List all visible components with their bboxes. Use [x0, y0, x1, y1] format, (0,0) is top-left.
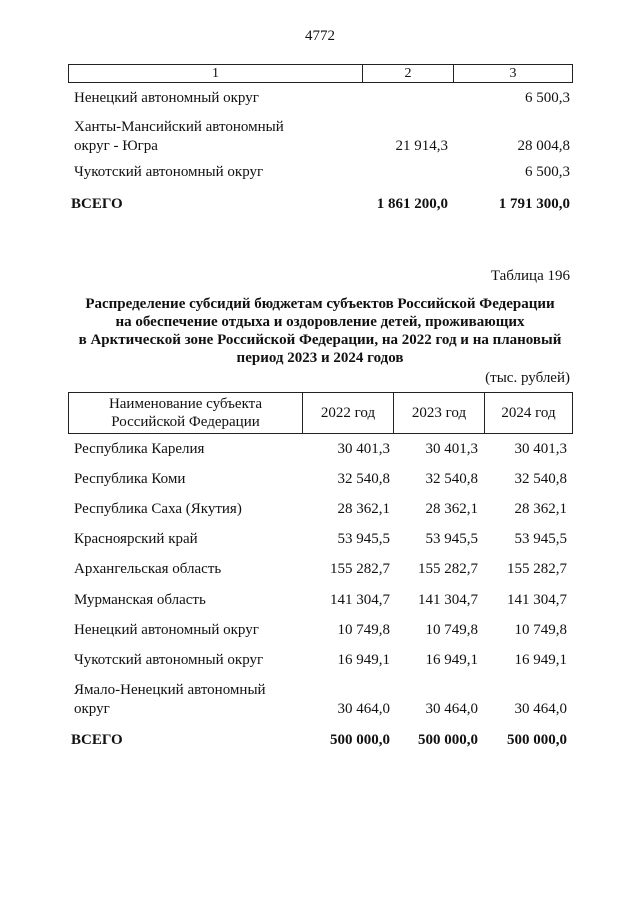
- row-value-2023: 10 749,8: [425, 622, 478, 638]
- total-value-3: 1 791 300,0: [498, 196, 570, 212]
- row-value-2024: 155 282,7: [507, 561, 567, 577]
- table-row: [74, 681, 570, 719]
- total-label: ВСЕГО: [71, 732, 123, 748]
- caption-line: в Арктической зоне Российской Федерации, на 2022 год и на плановый: [78, 332, 562, 348]
- row-value-2023: 16 949,1: [425, 652, 478, 668]
- column-number-1: 1: [69, 65, 363, 82]
- row-value-2024: 10 749,8: [514, 622, 567, 638]
- total-label: ВСЕГО: [71, 196, 123, 212]
- row-name: [74, 530, 198, 549]
- table-row: [74, 118, 570, 156]
- units-label: (тыс. рублей): [485, 370, 570, 386]
- row-name-line: округ - Югра: [74, 138, 158, 154]
- row-value-2023: 141 304,7: [418, 592, 478, 608]
- header-line: Российской Федерации: [111, 414, 260, 430]
- row-value-2024: 32 540,8: [514, 471, 567, 487]
- row-name-line: Мурманская область: [74, 592, 206, 608]
- row-name: [74, 440, 204, 459]
- column-number-2: 2: [363, 65, 454, 82]
- row-value-2022: 16 949,1: [337, 652, 390, 668]
- header-subject-name: [69, 393, 303, 433]
- row-value-2022: 30 464,0: [337, 701, 390, 717]
- caption-line: период 2023 и 2024 годов: [236, 350, 404, 366]
- header-2023: 2023 год: [394, 393, 485, 433]
- row-name: [74, 591, 206, 610]
- row-name-line: округ: [74, 701, 110, 717]
- row-name-line: Республика Саха (Якутия): [74, 501, 242, 517]
- header-2024: 2024 год: [501, 405, 556, 421]
- row-name: [74, 651, 263, 670]
- column-number-3: 3: [509, 66, 517, 81]
- row-name-line: Республика Коми: [74, 471, 186, 487]
- row-name: Чукотский автономный округ: [74, 164, 264, 180]
- total-value-2023: 500 000,0: [418, 732, 478, 748]
- caption-line: на обеспечение отдыха и оздоровление детей, проживающих: [115, 314, 525, 330]
- row-value-3: 6 500,3: [525, 90, 570, 106]
- row-name: [74, 621, 259, 640]
- row-name: [74, 500, 242, 519]
- table-number: Таблица 196: [490, 268, 570, 284]
- row-value-2022: 30 401,3: [337, 441, 390, 457]
- row-name-line: Красноярский край: [74, 531, 198, 547]
- row-value-2022: 32 540,8: [337, 471, 390, 487]
- row-name-line: Ханты-Мансийский автономный: [74, 119, 284, 135]
- row-name-line: Республика Карелия: [74, 441, 205, 457]
- row-value-2024: 30 401,3: [514, 441, 567, 457]
- row-name: [74, 560, 221, 579]
- total-value-2022: 500 000,0: [330, 732, 390, 748]
- row-name: [74, 118, 284, 156]
- row-name-line: Архангельская область: [74, 561, 222, 577]
- row-value-2022: 141 304,7: [330, 592, 390, 608]
- row-value-3: 28 004,8: [517, 138, 570, 154]
- row-value-2022: 28 362,1: [337, 501, 390, 517]
- row-value-2023: 53 945,5: [425, 531, 478, 547]
- page-number: 4772: [305, 28, 335, 44]
- row-name-line: Ямало-Ненецкий автономный: [74, 682, 266, 698]
- continuation-table-header: [68, 64, 573, 83]
- row-value-2: 21 914,3: [395, 138, 448, 154]
- row-value-2024: 53 945,5: [514, 531, 567, 547]
- row-value-2022: 53 945,5: [337, 531, 390, 547]
- total-value-2: 1 861 200,0: [376, 196, 448, 212]
- table-header: [68, 392, 573, 434]
- row-name-line: Чукотский автономный округ: [74, 652, 264, 668]
- header-line: Наименование субъекта: [108, 396, 263, 412]
- row-value-2024: 16 949,1: [514, 652, 567, 668]
- total-value-2024: 500 000,0: [507, 732, 567, 748]
- caption-line: Распределение субсидий бюджетам субъектов Российской Федерации: [85, 296, 555, 312]
- row-value-2022: 155 282,7: [330, 561, 390, 577]
- row-name-line: Ненецкий автономный округ: [74, 622, 259, 638]
- header-2022: 2022 год: [303, 393, 394, 433]
- row-value-2022: 10 749,8: [337, 622, 390, 638]
- row-value-3: 6 500,3: [525, 164, 570, 180]
- table-caption: [60, 295, 580, 367]
- row-name: [74, 470, 185, 489]
- row-name: Ненецкий автономный округ: [74, 90, 259, 106]
- row-value-2023: 28 362,1: [425, 501, 478, 517]
- row-value-2023: 30 401,3: [425, 441, 478, 457]
- row-value-2024: 28 362,1: [514, 501, 567, 517]
- row-value-2023: 32 540,8: [425, 471, 478, 487]
- row-value-2023: 155 282,7: [418, 561, 478, 577]
- row-value-2024: 30 464,0: [514, 701, 567, 717]
- row-value-2024: 141 304,7: [507, 592, 567, 608]
- row-name: [74, 681, 266, 719]
- row-value-2023: 30 464,0: [425, 701, 478, 717]
